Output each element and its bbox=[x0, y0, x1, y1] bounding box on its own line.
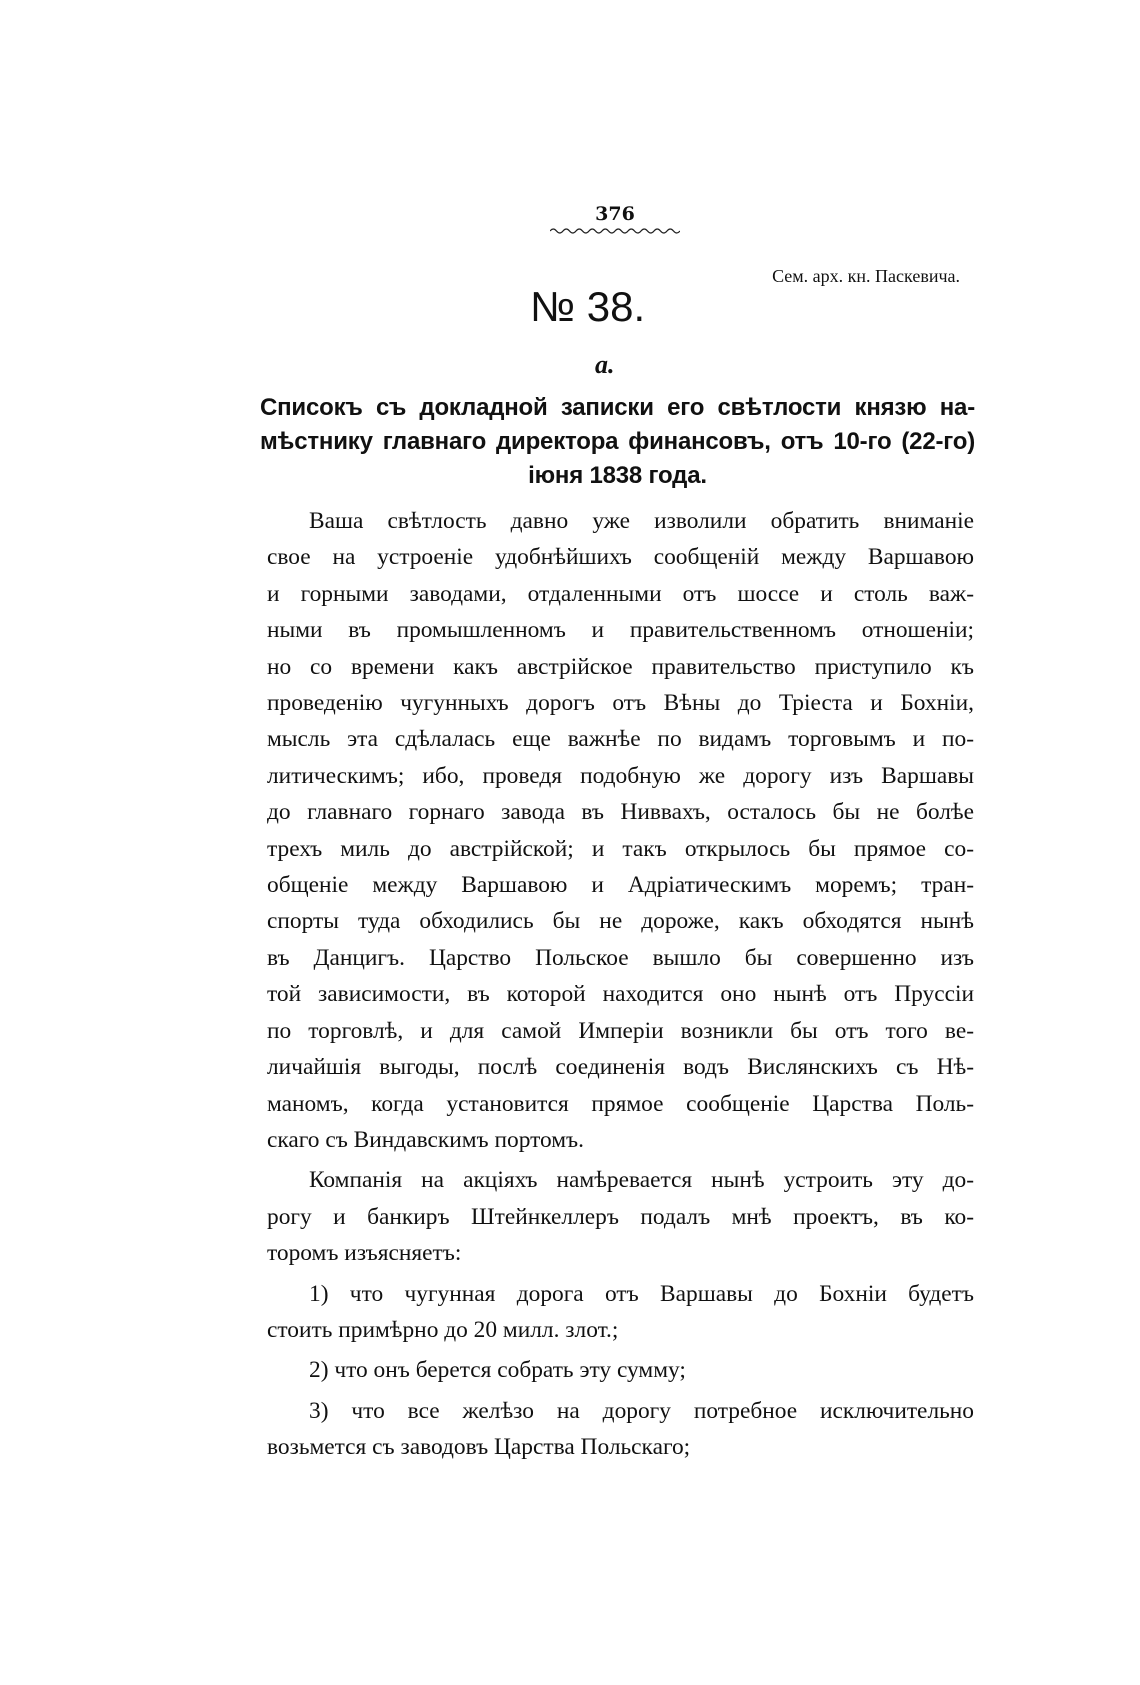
body-line: до главнаго горнаго завода въ Ниввахъ, осталось бы не болѣе bbox=[267, 799, 974, 826]
title-line: мѣстнику главнаго директора финансовъ, отъ 10-го (22-го) bbox=[260, 428, 975, 455]
list-item: 3) что все желѣзо на дорогу потребное исключительно bbox=[309, 1397, 974, 1424]
document-subletter: а. bbox=[595, 350, 615, 379]
body-line: торомъ изъясняетъ: bbox=[267, 1240, 462, 1267]
body-line: Ваша свѣтлость давно уже изволили обратить вниманiе bbox=[309, 508, 974, 534]
body-line: свое на устроенiе удобнѣйшихъ сообщенiй между Варшавою bbox=[267, 544, 974, 571]
body-line: мысль эта сдѣлалась еще важнѣе по видамъ торговымъ и по- bbox=[267, 726, 974, 753]
archive-source: Сем. арх. кн. Паскевича. bbox=[772, 266, 960, 286]
body-text bbox=[267, 503, 974, 1466]
page-number: 376 bbox=[595, 203, 635, 225]
body-line: маномъ, когда установится прямое сообщенiе Царства Поль- bbox=[267, 1090, 974, 1117]
list-item-continuation: стоить примѣрно до 20 милл. злот.; bbox=[267, 1316, 619, 1343]
body-line: но со времени какъ австрiйское правительство приступило къ bbox=[267, 653, 974, 680]
body-line: ными въ промышленномъ и правительственномъ отношенiи; bbox=[267, 617, 974, 644]
body-line: по торговлѣ, и для самой Имперiи возникли бы отъ того ве- bbox=[267, 1017, 974, 1044]
body-line: скаго съ Виндавскимъ портомъ. bbox=[267, 1126, 584, 1153]
list-item: 1) что чугунная дорога отъ Варшавы до Бохнiи будетъ bbox=[309, 1280, 974, 1307]
body-line: въ Данцигъ. Царство Польское вышло бы совершенно изъ bbox=[267, 944, 974, 971]
list-item-continuation: возьмется съ заводовъ Царства Польскаго; bbox=[267, 1434, 691, 1461]
wavy-rule bbox=[550, 226, 680, 236]
body-line: общенiе между Варшавою и Адрiатическимъ моремъ; тран- bbox=[267, 872, 974, 899]
body-line: спорты туда обходились бы не дороже, какъ обходятся нынѣ bbox=[267, 908, 974, 935]
body-line: и горными заводами, отдаленными отъ шоссе и столь важ- bbox=[267, 580, 974, 607]
list-item: 2) что онъ берется собрать эту сумму; bbox=[309, 1357, 686, 1384]
body-line: литическимъ; ибо, проведя подобную же дорогу изъ Варшавы bbox=[267, 762, 974, 789]
body-line: трехъ миль до австрiйской; и такъ открылось бы прямое со- bbox=[267, 835, 974, 862]
body-line: той зависимости, въ которой находится оно нынѣ отъ Пруссiи bbox=[267, 981, 974, 1008]
body-line: личайшiя выгоды, послѣ соединенiя водъ Вислянскихъ съ Нѣ- bbox=[267, 1054, 974, 1081]
title-line: iюня 1838 года. bbox=[528, 462, 707, 489]
document-number: № 38. bbox=[530, 283, 646, 330]
body-line: рогу и банкиръ Штейнкеллеръ подалъ мнѣ проектъ, въ ко- bbox=[267, 1203, 974, 1230]
body-line: Компанiя на акцiяхъ намѣревается нынѣ устроить эту до- bbox=[309, 1167, 974, 1194]
body-line: проведенiю чугунныхъ дорогъ отъ Вѣны до Трiеста и Бохнiи, bbox=[267, 690, 974, 717]
document-title bbox=[260, 391, 975, 493]
title-line: Списокъ съ докладной записки его свѣтлости князю на- bbox=[260, 394, 975, 421]
